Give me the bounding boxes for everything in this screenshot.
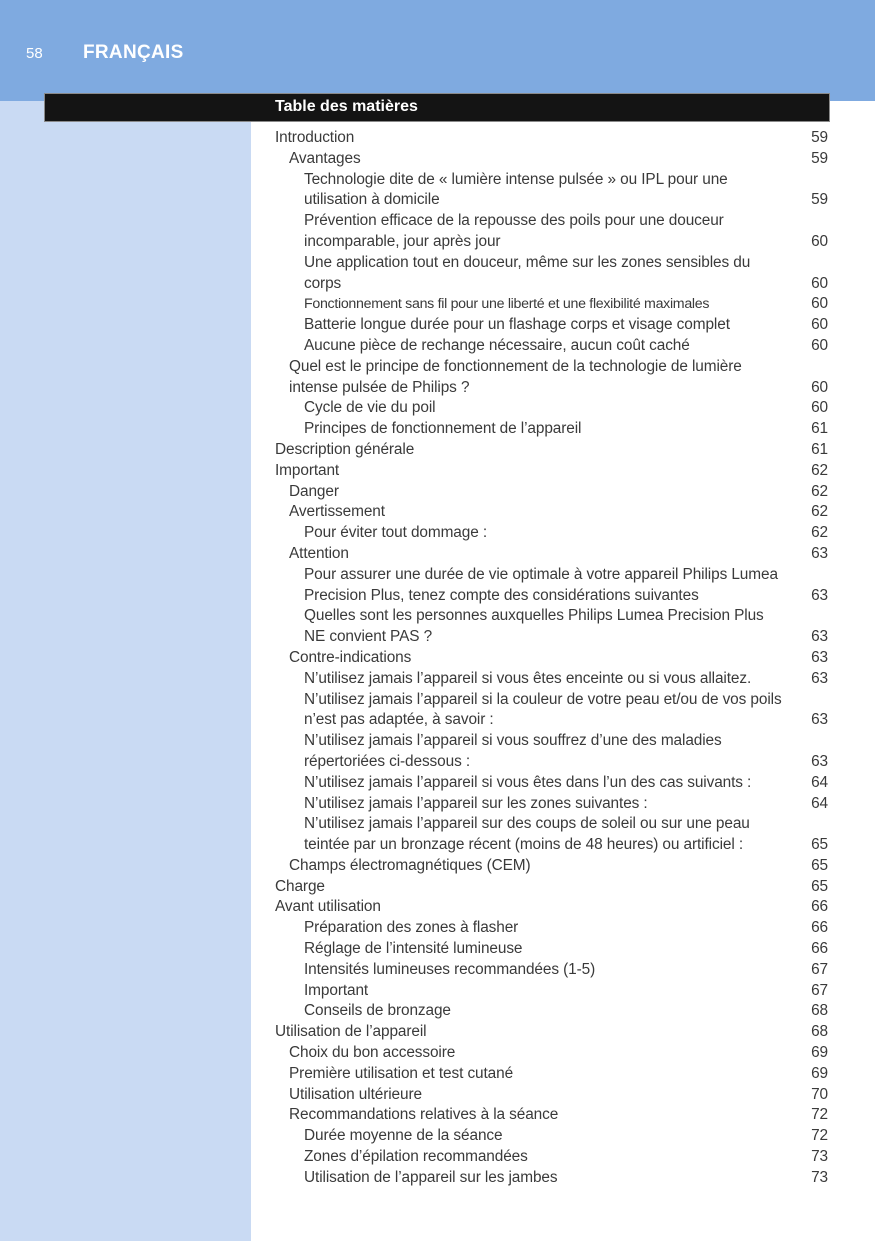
toc-entry-title: Introduction <box>275 129 355 146</box>
toc-entry-title: Important <box>304 981 369 999</box>
toc-entry-title: Intensités lumineuses recommandées (1-5) <box>304 960 596 978</box>
toc-entry[interactable] <box>275 690 828 732</box>
toc-entry[interactable] <box>275 544 828 565</box>
toc-entry-title: Conseils de bronzage <box>304 1002 451 1020</box>
toc-entry-page: 62 <box>811 503 828 521</box>
toc-entry-title: Avertissement <box>289 503 385 521</box>
toc-entry[interactable] <box>275 1085 828 1106</box>
toc-entry-page: 68 <box>811 1023 828 1041</box>
language-title: FRANÇAIS <box>83 42 184 63</box>
toc-entry[interactable] <box>275 398 828 419</box>
toc-entry-page: 65 <box>811 856 828 874</box>
toc-entry-page: 61 <box>811 420 828 438</box>
toc-entry-title: Batterie longue durée pour un flashage corps et visage complet <box>304 316 730 334</box>
toc-entry-title: Utilisation de l’appareil sur les jambes <box>304 1168 558 1186</box>
toc-entry-page: 60 <box>811 295 828 313</box>
toc-entry-title: Danger <box>289 482 339 500</box>
toc-entry-page: 63 <box>811 628 828 646</box>
toc-entry[interactable] <box>275 1064 828 1085</box>
toc-entry-title: Description générale <box>275 440 415 458</box>
toc-entry-page: 60 <box>811 232 828 250</box>
toc-entry[interactable] <box>275 440 828 461</box>
toc-entry-page: 60 <box>811 316 828 334</box>
toc-entry[interactable] <box>275 357 828 399</box>
toc-entry-title: Durée moyenne de la séance <box>304 1127 503 1145</box>
toc-entry[interactable] <box>275 731 828 773</box>
toc-entry[interactable] <box>275 669 828 690</box>
toc-entry-page: 60 <box>811 274 828 292</box>
toc-entry-page: 63 <box>811 586 828 604</box>
table-of-contents <box>275 128 828 1189</box>
toc-entry-page: 72 <box>811 1106 828 1124</box>
toc-entry[interactable] <box>275 461 828 482</box>
toc-entry-title: Choix du bon accessoire <box>289 1044 456 1062</box>
toc-entry-page: 62 <box>811 482 828 500</box>
toc-entry[interactable] <box>275 1022 828 1043</box>
toc-entry[interactable] <box>275 1168 828 1189</box>
toc-entry[interactable] <box>275 648 828 669</box>
toc-entry-title: Avantages <box>289 149 361 167</box>
toc-entry-title: Prévention efficace de la repousse des poils pour une douceur incomparable, jour après jour <box>304 212 724 250</box>
toc-entry-page: 59 <box>811 129 828 146</box>
toc-entry[interactable] <box>275 918 828 939</box>
toc-entry-title: Technologie dite de « lumière intense pulsée » ou IPL pour une utilisation à domicile <box>304 170 728 209</box>
toc-entry[interactable] <box>275 1043 828 1064</box>
toc-entry-page: 67 <box>811 960 828 978</box>
toc-entry-page: 59 <box>811 191 828 209</box>
toc-entry[interactable] <box>275 336 828 357</box>
toc-entry-title: Pour éviter tout dommage : <box>304 524 488 542</box>
toc-entry[interactable] <box>275 482 828 503</box>
toc-entry[interactable] <box>275 315 828 336</box>
toc-entry-page: 63 <box>811 669 828 687</box>
toc-entry-title: Recommandations relatives à la séance <box>289 1106 559 1124</box>
toc-entry[interactable] <box>275 1126 828 1147</box>
toc-entry[interactable] <box>275 565 828 607</box>
toc-entry[interactable] <box>275 814 828 856</box>
toc-entry-title: Champs électromagnétiques (CEM) <box>289 856 531 874</box>
toc-entry-page: 60 <box>811 378 828 396</box>
toc-entry-title: Important <box>275 461 340 479</box>
toc-entry-page: 65 <box>811 877 828 895</box>
toc-entry-page: 65 <box>811 836 828 854</box>
toc-entry[interactable] <box>275 794 828 815</box>
toc-entry-page: 60 <box>811 399 828 417</box>
toc-entry-page: 66 <box>811 919 828 937</box>
toc-entry-title: Avant utilisation <box>275 898 381 916</box>
toc-entry-page: 63 <box>811 544 828 562</box>
toc-entry-title: Aucune pièce de rechange nécessaire, aucun coût caché <box>304 336 690 354</box>
toc-entry-title: Fonctionnement sans fil pour une liberté et une flexibilité maximales <box>304 296 710 313</box>
toc-entry-page: 69 <box>811 1064 828 1082</box>
toc-entry-title: Attention <box>289 544 349 562</box>
toc-entry[interactable] <box>275 960 828 981</box>
toc-entry[interactable] <box>275 294 828 315</box>
toc-entry-title: N’utilisez jamais l’appareil si vous souffrez d’une des maladies répertoriées ci-dessous : <box>304 732 722 770</box>
toc-entry-title: Une application tout en douceur, même sur les zones sensibles du corps <box>304 253 751 292</box>
toc-entry[interactable] <box>275 897 828 918</box>
toc-entry-page: 68 <box>811 1002 828 1020</box>
right-margin <box>830 101 875 1241</box>
toc-entry-title: N’utilisez jamais l’appareil si vous êtes enceinte ou si vous allaitez. <box>304 669 752 687</box>
toc-entry-title: Première utilisation et test cutané <box>289 1064 514 1082</box>
toc-entry-title: N’utilisez jamais l’appareil si vous êtes dans l’un des cas suivants : <box>304 773 752 791</box>
toc-entry-title: Préparation des zones à flasher <box>304 919 519 937</box>
toc-entry-page: 69 <box>811 1044 828 1062</box>
toc-entry[interactable] <box>275 939 828 960</box>
toc-entry-page: 60 <box>811 336 828 354</box>
toc-entry-page: 66 <box>811 940 828 958</box>
toc-entry[interactable] <box>275 856 828 877</box>
toc-entry[interactable] <box>275 211 828 253</box>
toc-entry-page: 59 <box>811 149 828 167</box>
toc-entry[interactable] <box>275 773 828 794</box>
header-band <box>0 0 875 101</box>
toc-entry[interactable] <box>275 149 828 170</box>
toc-entry-title: Quel est le principe de fonctionnement de la technologie de lumière intense pulsée de Philips ? <box>289 357 742 396</box>
toc-entry-page: 63 <box>811 711 828 729</box>
toc-entry-title: N’utilisez jamais l’appareil sur les zones suivantes : <box>304 794 648 812</box>
toc-entry-title: Réglage de l’intensité lumineuse <box>304 940 523 958</box>
toc-entry[interactable] <box>275 170 828 212</box>
toc-entry-page: 61 <box>811 440 828 458</box>
toc-entry[interactable] <box>275 1147 828 1168</box>
toc-entry-title: N’utilisez jamais l’appareil si la couleur de votre peau et/ou de vos poils n’est pas adaptée, à savoir : <box>304 690 782 729</box>
toc-entry-page: 73 <box>811 1148 828 1166</box>
toc-entry-page: 62 <box>811 461 828 479</box>
toc-entry[interactable] <box>275 877 828 898</box>
toc-entry[interactable] <box>275 419 828 440</box>
toc-entry-title: Utilisation de l’appareil <box>275 1023 427 1041</box>
toc-entry-page: 66 <box>811 898 828 916</box>
toc-entry-title: Zones d’épilation recommandées <box>304 1148 528 1166</box>
toc-entry-title: N’utilisez jamais l’appareil sur des coups de soleil ou sur une peau teintée par un bronzage récent (moins de 48 heures) ou artificiel : <box>304 815 750 854</box>
toc-entry[interactable] <box>275 606 828 648</box>
toc-entry[interactable] <box>275 1001 828 1022</box>
toc-entry[interactable] <box>275 523 828 544</box>
toc-entry-page: 63 <box>811 752 828 770</box>
toc-title: Table des matières <box>275 98 418 115</box>
toc-entry[interactable] <box>275 981 828 1002</box>
toc-entry-title: Contre-indications <box>289 648 412 666</box>
toc-entry-page: 67 <box>811 981 828 999</box>
toc-entry[interactable] <box>275 502 828 523</box>
toc-entry-page: 62 <box>811 524 828 542</box>
toc-entry-page: 73 <box>811 1168 828 1186</box>
toc-entry-page: 70 <box>811 1085 828 1103</box>
toc-entry-title: Principes de fonctionnement de l’appareil <box>304 420 582 438</box>
toc-entry-title: Utilisation ultérieure <box>289 1085 422 1103</box>
toc-entry[interactable] <box>275 1105 828 1126</box>
toc-header-bar <box>44 93 830 122</box>
toc-entry-page: 72 <box>811 1127 828 1145</box>
toc-entry[interactable] <box>275 128 828 149</box>
toc-entry-title: Charge <box>275 877 325 895</box>
sidebar-column <box>0 101 251 1241</box>
toc-entry-page: 63 <box>811 648 828 666</box>
toc-entry-title: Cycle de vie du poil <box>304 399 436 417</box>
toc-entry[interactable] <box>275 253 828 295</box>
toc-entry-title: Pour assurer une durée de vie optimale à votre appareil Philips Lumea Precision Plus, tenez compte des considérations suivantes <box>304 565 778 604</box>
toc-entry-page: 64 <box>811 794 828 812</box>
page-number: 58 <box>26 45 43 62</box>
toc-entry-page: 64 <box>811 773 828 791</box>
toc-entry-title: Quelles sont les personnes auxquelles Philips Lumea Precision Plus NE convient PAS ? <box>304 607 764 646</box>
